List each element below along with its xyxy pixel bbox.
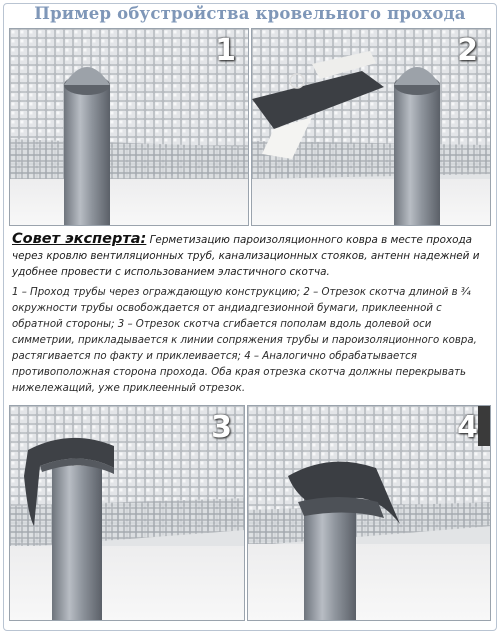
roof-pipe-scene bbox=[10, 29, 249, 226]
step-number: 2 bbox=[457, 33, 478, 68]
step-number: 1 bbox=[215, 33, 236, 68]
step-2-illustration bbox=[251, 28, 491, 226]
page-title: Пример обустройства кровельного прохода bbox=[34, 4, 466, 23]
expert-advice bbox=[12, 231, 490, 280]
roof-pipe-scene bbox=[248, 406, 491, 621]
step-1-illustration bbox=[9, 28, 249, 226]
advice-text: Герметизацию пароизоляционного ковра в месте прохода через кровлю вентиляционных труб, канализационных стояков, антенн надежней и удобнее провести с использованием эластичного скотча. bbox=[12, 234, 480, 278]
roof-pipe-scene bbox=[252, 29, 491, 226]
step-4-illustration bbox=[247, 405, 491, 621]
pipe bbox=[64, 84, 110, 226]
step-3-illustration bbox=[9, 405, 245, 621]
step-number: 4 bbox=[457, 410, 478, 445]
step-number: 3 bbox=[211, 410, 232, 445]
steps-description: 1 – Проход трубы через ограждающую конструкцию; 2 – Отрезок скотча длиной в ¾ окружности трубы освобождается от андиадгезионной бумаги, приклеенной с обратной стороны; 3 – Отрезок скотча сгибается пополам вдоль долевой оси симметрии, прикладывается к линии сопряжения трубы и пароизоляционного ковра, растягивается по факту и приклеивается; 4 – Аналогично обрабатывается противоположная сторона прохода. Оба края отрезка скотча должны перекрывать нижележащий, уже приклеенный отрезок. bbox=[12, 287, 477, 394]
pipe bbox=[52, 466, 102, 621]
advice-heading: Совет эксперта: bbox=[12, 231, 147, 247]
pipe bbox=[394, 84, 440, 226]
roof-pipe-scene bbox=[10, 406, 245, 621]
